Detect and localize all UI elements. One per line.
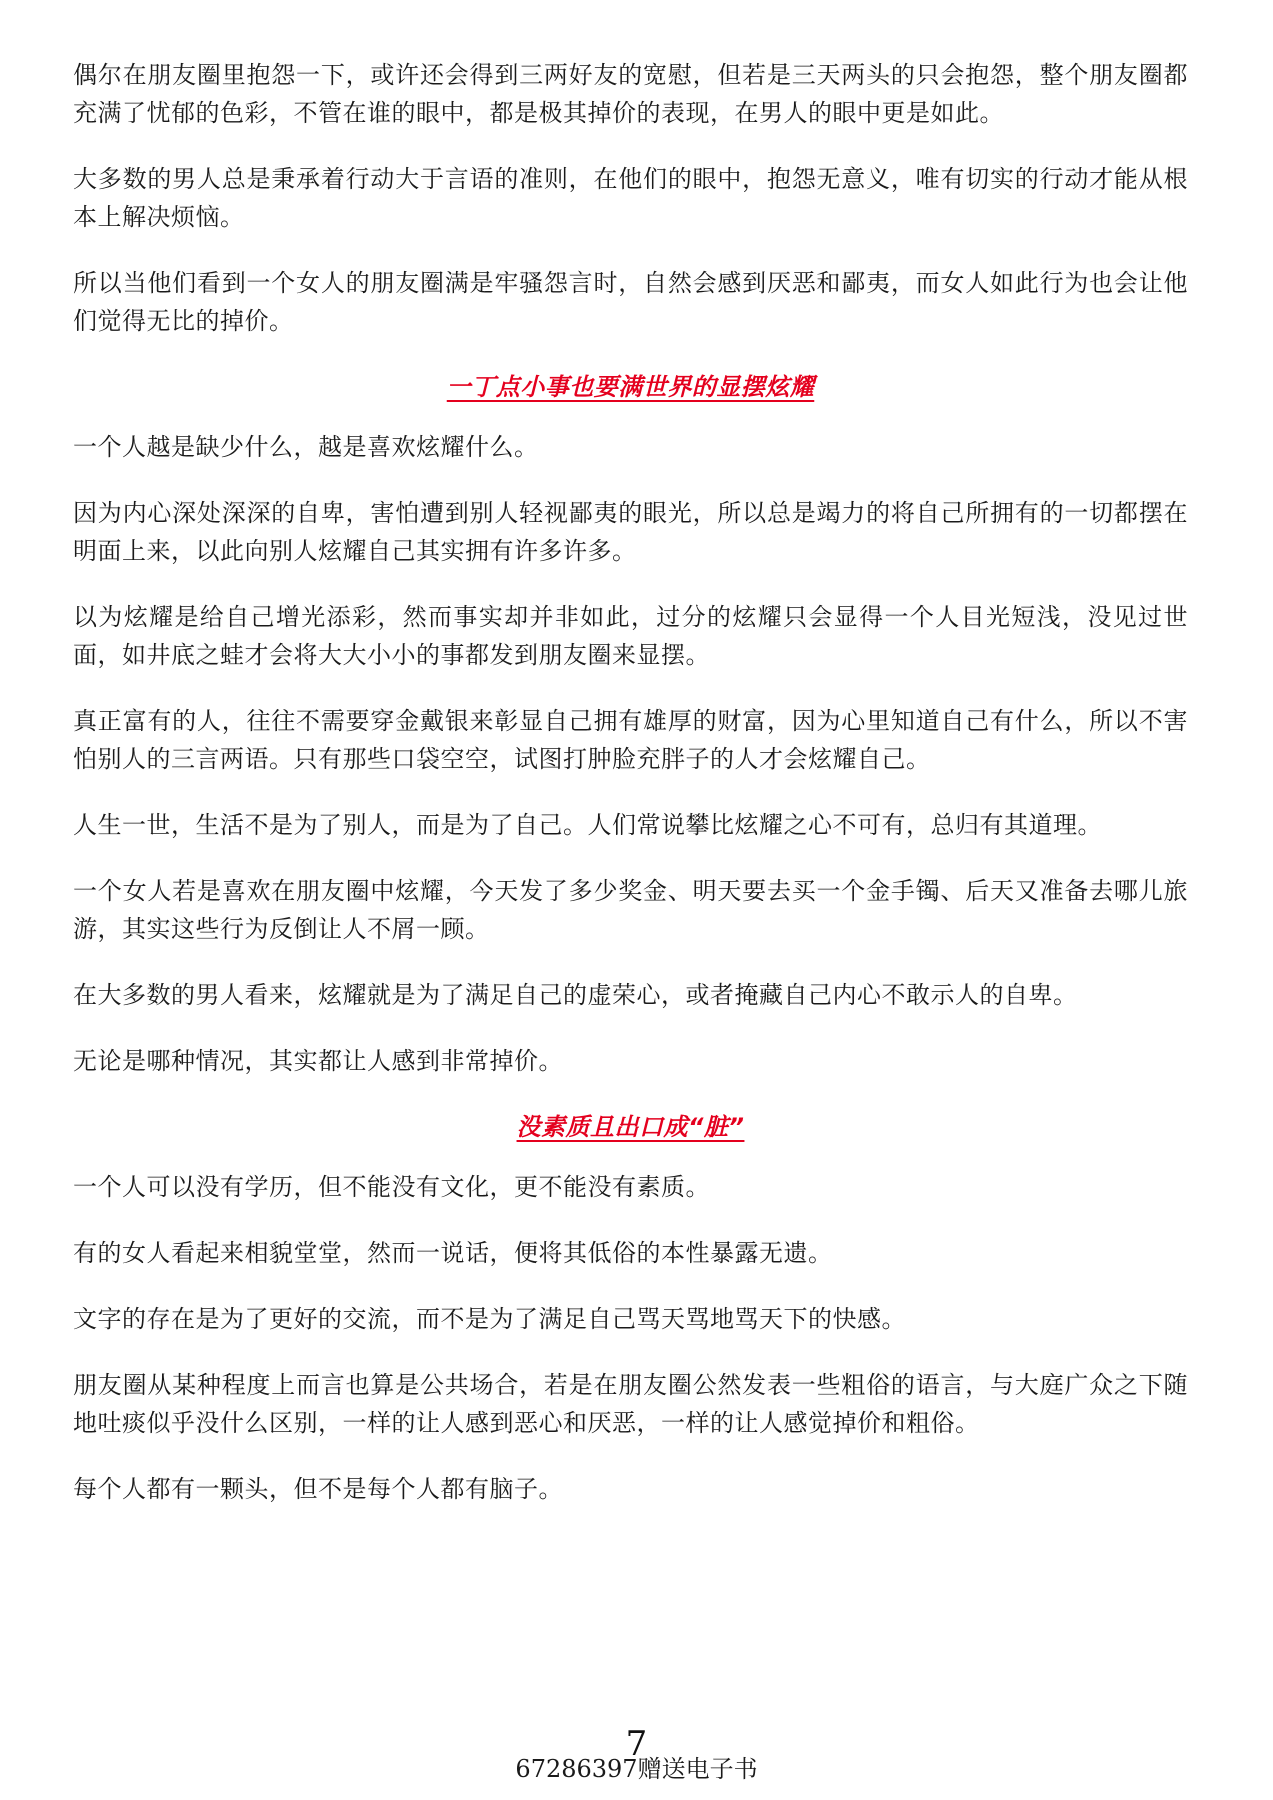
paragraph: 一个女人若是喜欢在朋友圈中炫耀，今天发了多少奖金、明天要去买一个金手镯、后天又准备去哪儿旅游，其实这些行为反倒让人不屑一顾。 — [73, 877, 1188, 943]
section-heading: 没素质且出口成“脏” — [516, 1113, 745, 1141]
paragraph: 一个人越是缺少什么，越是喜欢炫耀什么。 — [73, 433, 539, 461]
paragraph: 一个人可以没有学历，但不能没有文化，更不能没有素质。 — [73, 1173, 710, 1201]
section-heading: 一丁点小事也要满世界的显摆炫耀 — [446, 373, 815, 401]
paragraph: 朋友圈从某种程度上而言也算是公共场合，若是在朋友圈公然发表一些粗俗的语言，与大庭广众之下随地吐痰似乎没什么区别，一样的让人感到恶心和厌恶，一样的让人感觉掉价和粗俗。 — [73, 1371, 1188, 1437]
paragraph: 偶尔在朋友圈里抱怨一下，或许还会得到三两好友的宽慰，但若是三天两头的只会抱怨，整个朋友圈都充满了忧郁的色彩，不管在谁的眼中，都是极其掉价的表现，在男人的眼中更是如此。 — [73, 61, 1188, 127]
paragraph: 所以当他们看到一个女人的朋友圈满是牢骚怨言时，自然会感到厌恶和鄙夷，而女人如此行为也会让他们觉得无比的掉价。 — [73, 269, 1188, 335]
paragraph: 每个人都有一颗头，但不是每个人都有脑子。 — [73, 1475, 563, 1503]
page-number: 7 — [625, 1724, 648, 1764]
paragraph: 真正富有的人，往往不需要穿金戴银来彰显自己拥有雄厚的财富，因为心里知道自己有什么，所以不害怕别人的三言两语。只有那些口袋空空，试图打肿脸充胖子的人才会炫耀自己。 — [73, 707, 1188, 773]
footer-note: 67286397赠送电子书 — [515, 1755, 758, 1783]
paragraph: 人生一世，生活不是为了别人，而是为了自己。人们常说攀比炫耀之心不可有，总归有其道理。 — [73, 811, 1102, 839]
paragraph: 因为内心深处深深的自卑，害怕遭到别人轻视鄙夷的眼光，所以总是竭力的将自己所拥有的一切都摆在明面上来，以此向别人炫耀自己其实拥有许多许多。 — [73, 499, 1188, 565]
paragraph: 以为炫耀是给自己增光添彩，然而事实却并非如此，过分的炫耀只会显得一个人目光短浅，没见过世面，如井底之蛙才会将大大小小的事都发到朋友圈来显摆。 — [73, 603, 1188, 669]
paragraph: 有的女人看起来相貌堂堂，然而一说话，便将其低俗的本性暴露无遗。 — [73, 1239, 833, 1267]
paragraph: 在大多数的男人看来，炫耀就是为了满足自己的虚荣心，或者掩藏自己内心不敢示人的自卑。 — [73, 981, 1078, 1009]
paragraph: 大多数的男人总是秉承着行动大于言语的准则，在他们的眼中，抱怨无意义，唯有切实的行动才能从根本上解决烦恼。 — [73, 165, 1188, 231]
paragraph: 文字的存在是为了更好的交流，而不是为了满足自己骂天骂地骂天下的快感。 — [73, 1305, 906, 1333]
document-body — [73, 56, 1188, 1536]
paragraph: 无论是哪种情况，其实都让人感到非常掉价。 — [73, 1047, 563, 1075]
